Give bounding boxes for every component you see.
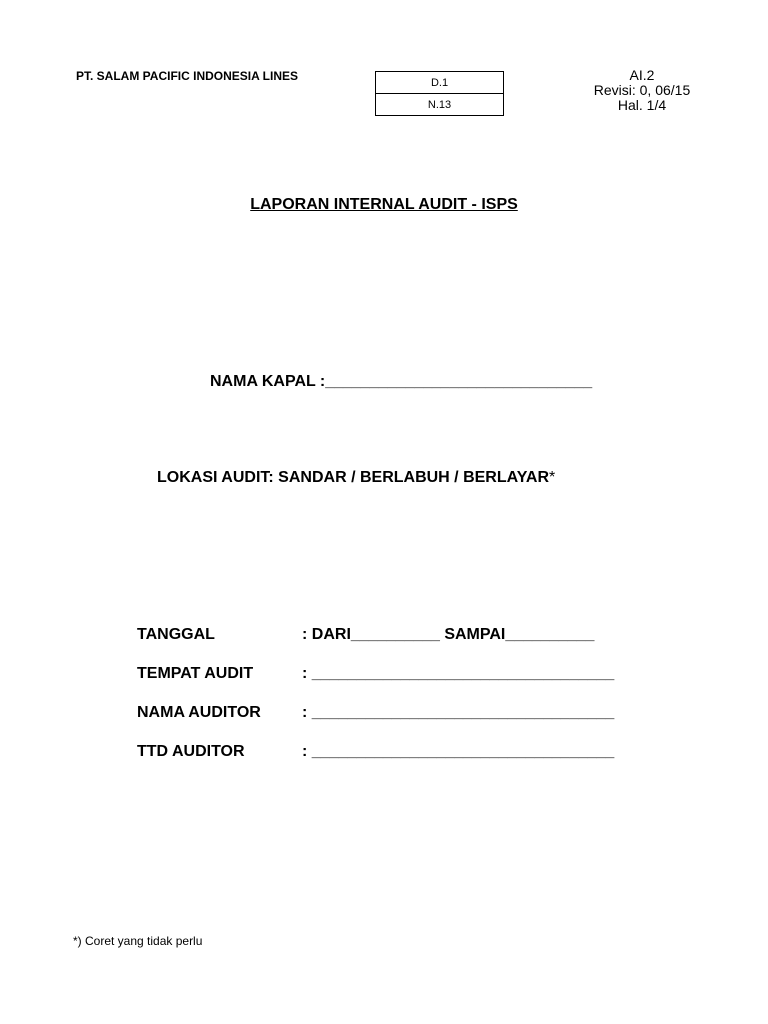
- ship-name-field: NAMA KAPAL :______________________________: [210, 373, 593, 390]
- document-reference: [590, 68, 694, 113]
- document-code-table: [375, 71, 504, 116]
- revision-info: Revisi: 0, 06/15: [593, 82, 691, 98]
- auditor-name-label: NAMA AUDITOR: [137, 704, 261, 721]
- auditor-signature-value: : __________________________________: [302, 743, 615, 760]
- footnote: *) Coret yang tidak perlu: [73, 934, 203, 948]
- auditor-signature-label: TTD AUDITOR: [137, 743, 245, 760]
- asterisk-mark: *: [549, 469, 556, 486]
- code-cell-d1: D.1: [376, 72, 504, 94]
- page-number: Hal. 1/4: [617, 97, 667, 113]
- audit-place-label: TEMPAT AUDIT: [137, 665, 254, 682]
- report-title: LAPORAN INTERNAL AUDIT - ISPS: [250, 196, 518, 213]
- audit-location-label: LOKASI AUDIT: SANDAR / BERLABUH / BERLAYAR: [157, 469, 550, 486]
- document-number: AI.2: [629, 67, 655, 83]
- code-row: [376, 94, 504, 116]
- date-label: TANGGAL: [137, 626, 215, 643]
- audit-location-line: [157, 469, 555, 487]
- date-value: : DARI__________ SAMPAI__________: [302, 626, 595, 643]
- auditor-name-value: : __________________________________: [302, 704, 615, 721]
- code-cell-n13: N.13: [376, 94, 504, 116]
- audit-place-value: : __________________________________: [302, 665, 615, 682]
- company-name: PT. SALAM PACIFIC INDONESIA LINES: [76, 69, 299, 83]
- code-row: [376, 72, 504, 94]
- report-title-block: [0, 196, 768, 214]
